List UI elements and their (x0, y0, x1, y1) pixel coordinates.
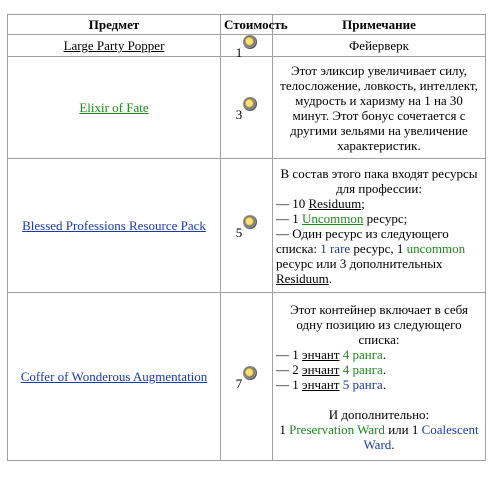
note-cell (273, 293, 486, 461)
cost-cell (221, 293, 273, 461)
cost-value: 5 (235, 225, 243, 240)
note-wards: 1 Preservation Ward или 1 Coalescent Ward. (279, 421, 479, 452)
table-row (8, 57, 486, 159)
item-cell (8, 57, 221, 159)
cost-value: 7 (235, 376, 243, 391)
note-line: — 1 энчант 4 ранга. (276, 346, 387, 362)
astral-diamond-icon (243, 215, 257, 229)
astral-diamond-icon (243, 97, 257, 111)
note-cell: Фейерверк (273, 35, 486, 57)
astral-diamond-icon (243, 366, 257, 380)
item-link-blessed-professions-resource-pack[interactable]: Blessed Professions Resource Pack (22, 218, 206, 233)
uncommon-text: uncommon (406, 240, 466, 256)
cost-cell (221, 159, 273, 293)
header-item: Предмет (8, 15, 221, 35)
item-cell (8, 293, 221, 461)
header-cost: Стоимость (221, 15, 273, 35)
enchant-link[interactable]: энчант (302, 361, 340, 377)
items-table (7, 14, 486, 461)
enchant-link[interactable]: энчант (302, 346, 340, 362)
item-link-coffer-of-wonderous-augmentation[interactable]: Coffer of Wonderous Augmentation (20, 369, 208, 384)
cost-value: 3 (235, 107, 243, 122)
residuum-link[interactable]: Residuum (308, 195, 362, 211)
cost-value: 1 (235, 45, 243, 60)
note-cell (273, 159, 486, 293)
note-extra: И дополнительно: (328, 406, 430, 422)
table-row (8, 293, 486, 461)
item-cell (8, 159, 221, 293)
note-intro: В состав этого пака входят ресурсы для профессии: (280, 165, 478, 196)
coalescent-ward-text: Coalescent Ward (363, 421, 479, 452)
cost-cell (221, 57, 273, 159)
cost-cell (221, 35, 273, 60)
note-line: — Один ресурс из следующего списка: 1 rare ресурс, 1 uncommon ресурс или 3 дополнительных Residuum. (276, 225, 466, 286)
note-line: — 1 Uncommon ресурс; (276, 210, 408, 226)
preservation-ward-text: Preservation Ward (289, 421, 385, 437)
residuum-link[interactable]: Residuum (276, 270, 329, 286)
item-cell (8, 35, 221, 57)
note-line: — 2 энчант 4 ранга. (276, 361, 387, 377)
table-row (8, 35, 486, 57)
enchant-link[interactable]: энчант (302, 376, 340, 392)
table-row (8, 159, 486, 293)
rare-text: 1 rare (320, 240, 351, 256)
note-line: — 1 энчант 5 ранга. (276, 376, 387, 392)
item-link-elixir-of-fate[interactable]: Elixir of Fate (79, 100, 149, 115)
header-row (8, 15, 486, 35)
item-link-large-party-popper[interactable]: Large Party Popper (63, 38, 165, 53)
uncommon-link[interactable]: Uncommon (302, 210, 364, 226)
astral-diamond-icon (243, 35, 257, 49)
note-cell: Этот эликсир увеличивает силу, телосложение, ловкость, интеллект, мудрость и харизму на 1 на 30 минут. Этот бонус сочетается с другими зельями на увеличение характеристик. (273, 57, 486, 159)
note-line: — 10 Residuum; (276, 195, 365, 211)
header-note: Примечание (273, 15, 486, 35)
note-intro: Этот контейнер включает в себя одну позицию из следующего списка: (290, 301, 468, 347)
